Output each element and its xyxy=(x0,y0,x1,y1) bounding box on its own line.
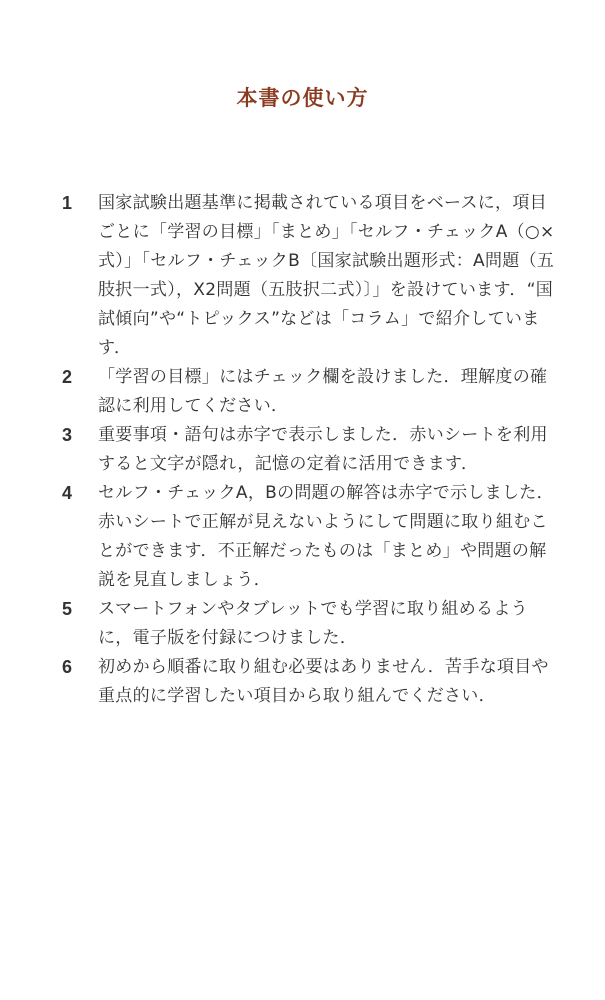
item-text: スマートフォンやタブレットでも学習に取り組めるように，電子版を付録につけました． xyxy=(98,599,528,648)
list-item xyxy=(62,189,562,363)
item-number: 2 xyxy=(62,367,73,387)
list-item xyxy=(62,363,562,421)
page-title: 本書の使い方 xyxy=(236,86,369,110)
list-item xyxy=(62,653,562,711)
item-text: セルフ・チェックA，Bの問題の解答は赤字で示しました．赤いシートで正解が見えないようにして問題に取り組むことができます．不正解だったものは「まとめ」や問題の解説を見直しましょう． xyxy=(98,483,554,590)
item-number: 3 xyxy=(62,425,73,445)
item-text: 初めから順番に取り組む必要はありません．苦手な項目や重点的に学習したい項目から取り組んでください． xyxy=(98,657,549,706)
item-number: 5 xyxy=(62,599,73,619)
item-number: 1 xyxy=(62,193,73,213)
list-item xyxy=(62,479,562,595)
list-item xyxy=(62,595,562,653)
item-number: 4 xyxy=(62,483,73,503)
item-text: 「学習の目標」にはチェック欄を設けました．理解度の確認に利用してください． xyxy=(98,367,548,416)
item-number: 6 xyxy=(62,657,73,677)
item-text: 国家試験出題基準に掲載されている項目をベースに，項目ごとに「学習の目標」「まとめ」「セルフ・チェックA（○×式）」「セルフ・チェックB〔国家試験出題形式：A問題（五肢択一式），X2問題（五肢択二式）〕」を設けています．“国試傾向”や“トピックス”などは「コラム」で紹介しています． xyxy=(98,193,555,358)
item-text: 重要事項・語句は赤字で表示しました．赤いシートを利用すると文字が隠れ，記憶の定着に活用できます． xyxy=(98,425,548,474)
usage-list xyxy=(62,189,562,711)
list-item xyxy=(62,421,562,479)
